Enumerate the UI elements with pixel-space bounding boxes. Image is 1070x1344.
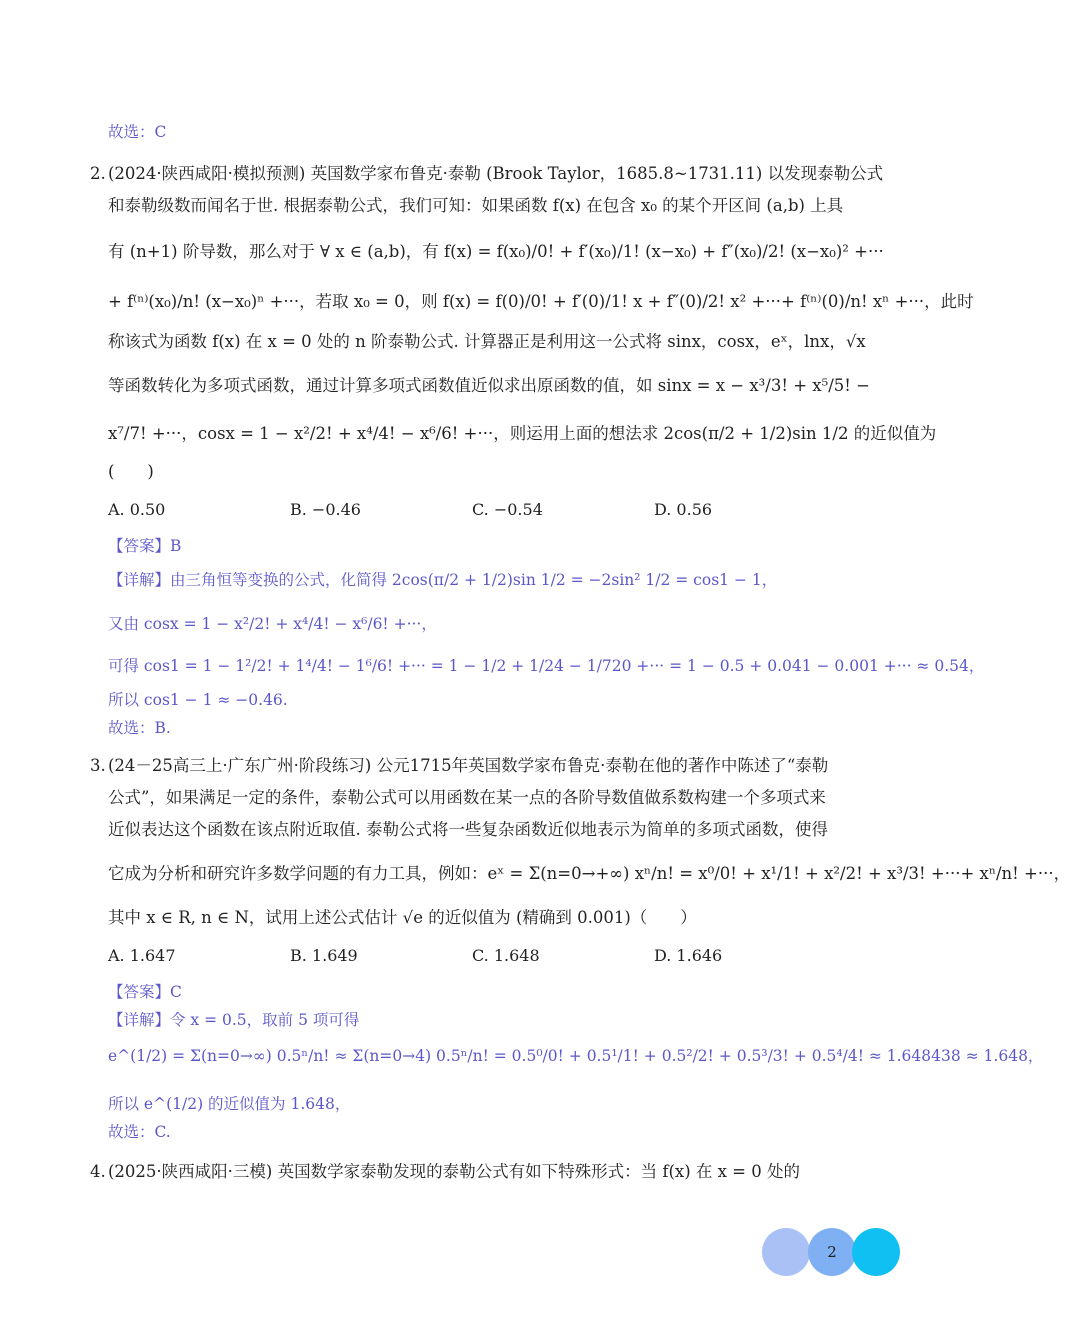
q3-stem-line-1: (24－25高三上·广东广州·阶段练习) 公元1715年英国数学家布鲁克·泰勒在他的著作中陈述了“泰勒	[108, 756, 829, 775]
q3-stem-line-4: 它成为分析和研究许多数学问题的有力工具，例如：eˣ = Σ(n=0→+∞) xⁿ/n! = x⁰/0! + x¹/1! + x²/2! + x³/3! +···+ xⁿ/n! +···，	[108, 864, 1070, 883]
q1-selected-answer: 故选：C	[108, 123, 167, 141]
q3-option-c[interactable]: C. 1.648	[472, 946, 540, 965]
q2-number: 2.	[90, 164, 106, 183]
q2-stem-line-6: 等函数转化为多项式函数，通过计算多项式函数值近似求出原函数的值，如 sinx = x − x³/3! + x⁵/5! −	[108, 376, 870, 395]
q3-explanation-line-3: 所以 e^(1/2) 的近似值为 1.648，	[108, 1095, 351, 1113]
q2-stem-line-4: + f⁽ⁿ⁾(x₀)/n! (x−x₀)ⁿ +···，若取 x₀ = 0，则 f(x) = f(0)/0! + f′(0)/1! x + f″(0)/2! x² +···+ f⁽ⁿ⁾(0)/n! xⁿ +···，此时	[108, 292, 974, 311]
q2-option-d[interactable]: D. 0.56	[654, 500, 713, 519]
q2-explanation-line-5: 故选：B.	[108, 719, 171, 737]
q2-explanation-line-4: 所以 cos1 − 1 ≈ −0.46.	[108, 691, 288, 709]
q2-stem-line-8: ( )	[108, 462, 154, 481]
q2-stem-line-2: 和泰勒级数而闻名于世. 根据泰勒公式，我们可知：如果函数 f(x) 在包含 x₀ 的某个开区间 (a,b) 上具	[108, 196, 844, 215]
q2-explanation-line-3: 可得 cos1 = 1 − 1²/2! + 1⁴/4! − 1⁶/6! +··· = 1 − 1/2 + 1/24 − 1/720 +··· = 1 − 0.5 + 0.041 − 0.001 +··· ≈ 0.54，	[108, 657, 985, 675]
q3-stem-line-2: 公式”，如果满足一定的条件，泰勒公式可以用函数在某一点的各阶导数值做系数构建一个多项式来	[108, 788, 826, 807]
q2-option-c[interactable]: C. −0.54	[472, 500, 543, 519]
q2-stem-line-7: x⁷/7! +···，cosx = 1 − x²/2! + x⁴/4! − x⁶/6! +···，则运用上面的想法求 2cos(π/2 + 1/2)sin 1/2 的近似值为	[108, 424, 937, 443]
q2-stem-line-5: 称该式为函数 f(x) 在 x = 0 处的 n 阶泰勒公式. 计算器正是利用这一公式将 sinx，cosx，eˣ，lnx，√x	[108, 332, 866, 351]
q4-stem-line-1: (2025·陕西咸阳·三模) 英国数学家泰勒发现的泰勒公式有如下特殊形式：当 f(x) 在 x = 0 处的	[108, 1162, 800, 1181]
q3-option-b[interactable]: B. 1.649	[290, 946, 358, 965]
q2-stem-line-1: (2024·陕西咸阳·模拟预测) 英国数学家布鲁克·泰勒 (Brook Taylor，1685.8~1731.11) 以发现泰勒公式	[108, 164, 884, 183]
q2-option-b[interactable]: B. −0.46	[290, 500, 361, 519]
q2-answer: 【答案】B	[108, 537, 182, 555]
q3-stem-line-3: 近似表达这个函数在该点附近取值. 泰勒公式将一些复杂函数近似地表示为简单的多项式函数，使得	[108, 820, 828, 839]
q3-explanation-line-1: 【详解】令 x = 0.5，取前 5 项可得	[108, 1011, 360, 1029]
q3-answer: 【答案】C	[108, 983, 182, 1001]
q3-stem-line-5: 其中 x ∈ R, n ∈ N，试用上述公式估计 √e 的近似值为 (精确到 0.001)（ ）	[108, 908, 697, 927]
q3-explanation-line-4: 故选：C.	[108, 1123, 171, 1141]
decor-circle-right	[852, 1228, 900, 1276]
q2-option-a[interactable]: A. 0.50	[108, 500, 166, 519]
q3-explanation-line-2: e^(1/2) = Σ(n=0→∞) 0.5ⁿ/n! ≈ Σ(n=0→4) 0.5ⁿ/n! = 0.5⁰/0! + 0.5¹/1! + 0.5²/2! + 0.5³/3! + 0.5⁴/4! ≈ 1.648438 ≈ 1.648，	[108, 1047, 1044, 1065]
decor-circle-left	[762, 1228, 810, 1276]
q4-number: 4.	[90, 1162, 106, 1181]
q3-number: 3.	[90, 756, 106, 775]
q2-stem-line-3: 有 (n+1) 阶导数，那么对于 ∀ x ∈ (a,b)，有 f(x) = f(x₀)/0! + f′(x₀)/1! (x−x₀) + f″(x₀)/2! (x−x₀)² +···	[108, 242, 884, 261]
q3-option-a[interactable]: A. 1.647	[108, 946, 176, 965]
q2-explanation-line-1: 【详解】由三角恒等变换的公式，化简得 2cos(π/2 + 1/2)sin 1/2 = −2sin² 1/2 = cos1 − 1，	[108, 571, 778, 589]
q2-explanation-line-2: 又由 cosx = 1 − x²/2! + x⁴/4! − x⁶/6! +···，	[108, 615, 437, 633]
q3-option-d[interactable]: D. 1.646	[654, 946, 723, 965]
page-number: 2	[827, 1243, 837, 1261]
